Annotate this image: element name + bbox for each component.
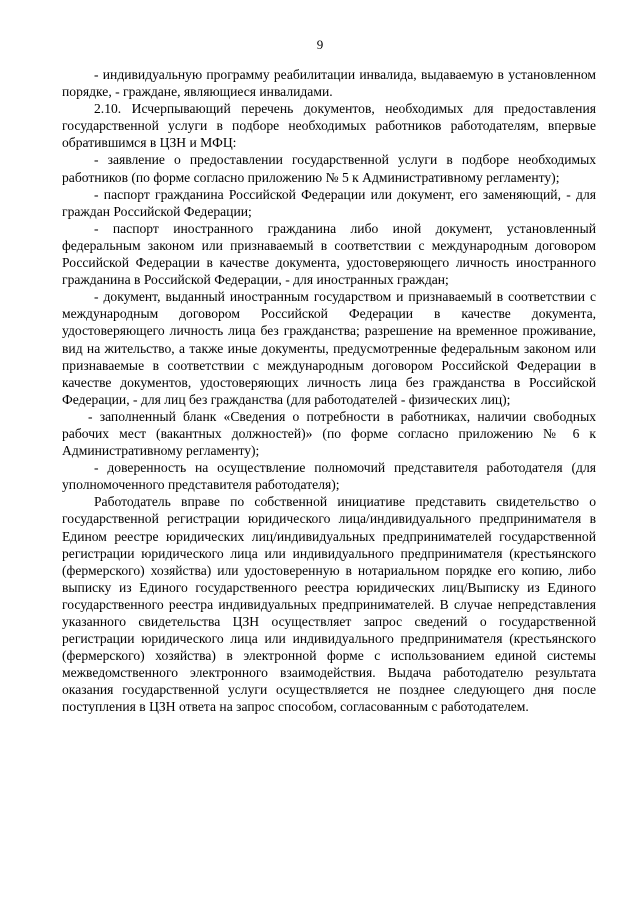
paragraph-employer-registration: Работодатель вправе по собственной инициативе представить свидетельство о государственной регистрации юридического лица/индивидуального предпринимателя в Едином реестре юридических лиц/индивидуальных предпринимателей государственной регистрации юридического лица или индивидуального предпринимателя (крестьянского (фермерского) хозяйства) или удостоверенную в нотариальном порядке его копию, либо выписку из Единого государственного реестра юридических лиц/Выписку из Единого государственного реестра индивидуальных предпринимателей. В случае непредставления указанного свидетельства ЦЗН осуществляет запрос сведений о государственной регистрации юридического лица или индивидуального предпринимателя (крестьянского (фермерского) хозяйства) в электронной форме с использованием единой системы межведомственного электронного взаимодействия. Выдача работодателю результата оказания государственной услуги осуществляется не позднее следующего дня после поступления в ЦЗН ответа на запрос способом, согласованным с работодателем.: [62, 494, 596, 715]
paragraph-rehabilitation-program: - индивидуальную программу реабилитации инвалида, выдаваемую в установленном порядке, - граждане, являющиеся инвалидами.: [62, 67, 596, 100]
paragraph-power-of-attorney: - доверенность на осуществление полномочий представителя работодателя (для уполномоченного представителя работодателя);: [62, 460, 596, 493]
paragraph-stateless-document: - документ, выданный иностранным государством и признаваемый в соответствии с международным договором Российской Федерации в качестве документа, удостоверяющего личность лица без гражданства; разрешение на временное проживание, вид на жительство, а также иные документы, предусмотренные федеральным законом или признаваемые в соответствии с международным договором Российской Федерации в качестве документов, удостоверяющих личность лица без гражданства в Российской Федерации, - для лиц без гражданства (для работодателей - физических лиц);: [62, 289, 596, 407]
document-body: [62, 66, 596, 716]
paragraph-application: - заявление о предоставлении государственной услуги в подборе необходимых работников (по форме согласно приложению № 5 к Административному регламенту);: [62, 152, 596, 185]
paragraph-foreign-passport: - паспорт иностранного гражданина либо иной документ, установленный федеральным законом или признаваемый в соответствии с международным договором Российской Федерации в качестве документа, удостоверяющего личность иностранного гражданина в Российской Федерации, - для иностранных граждан;: [62, 220, 596, 288]
paragraph-russian-passport: - паспорт гражданина Российской Федерации или документ, его заменяющий, - для граждан Российской Федерации;: [62, 186, 596, 219]
paragraph-vacancy-form: - заполненный бланк «Сведения о потребности в работниках, наличии свободных рабочих мест (вакантных должностей)» (по форме согласно приложению № 6 к Административному регламенту);: [62, 408, 596, 459]
page-number: 9: [316, 37, 324, 52]
paragraph-section-2-10: 2.10. Исчерпывающий перечень документов, необходимых для предоставления государственной услуги в подборе необходимых работников работодателям, впервые обратившимся в ЦЗН и МФЦ:: [62, 101, 596, 151]
